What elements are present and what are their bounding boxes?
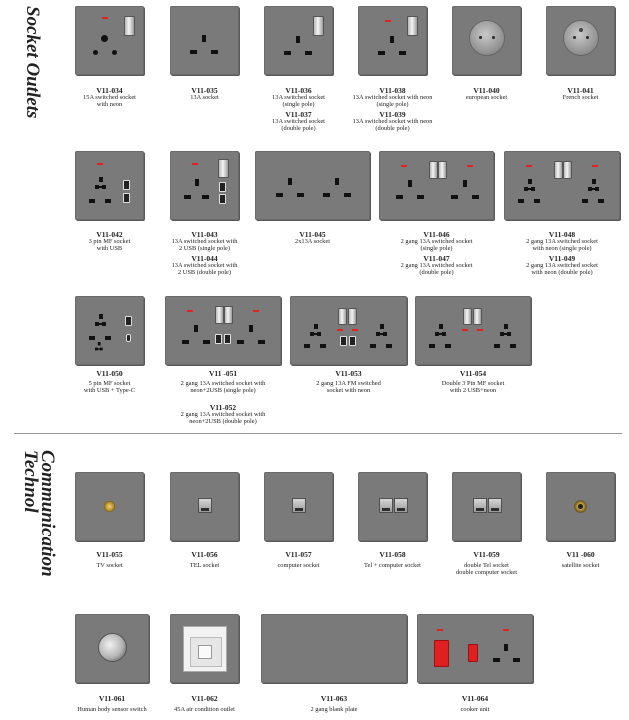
socket-pin-icon	[408, 180, 412, 187]
usb-port-icon	[123, 193, 130, 203]
socket-pin-icon	[494, 344, 500, 348]
tel-jack-icon	[379, 498, 393, 513]
product-plate-v055	[75, 472, 144, 541]
socket-pin-icon	[258, 340, 265, 344]
product-description: satellite socket	[561, 562, 600, 569]
multi-function-socket-icon	[95, 342, 103, 352]
product-description: 2 gang 13A switched socket with neon (double pole)	[526, 262, 598, 277]
socket-pin-icon	[399, 51, 406, 55]
french-socket-icon	[563, 20, 599, 56]
socket-pin-icon	[335, 178, 339, 185]
socket-pin-icon	[493, 658, 500, 662]
usb-port-icon	[219, 194, 226, 204]
neon-indicator-icon	[526, 165, 532, 167]
product-description: 3 pin MF socket with USB	[88, 238, 131, 253]
usb-port-icon	[215, 334, 222, 344]
product-code: V11-041	[567, 86, 594, 95]
product-description: 2 gang 13A switched socket (single pole)	[400, 238, 473, 253]
usb-port-icon	[125, 316, 132, 326]
product-description: 15A switched socket with neon	[83, 94, 136, 109]
usb-port-icon	[224, 334, 231, 344]
product-code: V11-056	[191, 550, 218, 559]
socket-pin-icon	[598, 199, 604, 203]
product-plate-v062	[170, 614, 239, 683]
socket-pin-icon	[390, 36, 394, 43]
product-plate-v060	[546, 472, 615, 541]
socket-pin-icon	[429, 344, 435, 348]
socket-pin-icon	[284, 51, 291, 55]
product-plate-v061	[75, 614, 149, 683]
multi-function-socket-icon	[376, 324, 387, 338]
rocker-switch-icon	[554, 161, 563, 179]
european-socket-icon	[469, 20, 505, 56]
product-description: 13A switched socket (double pole)	[272, 118, 325, 133]
rocker-switch-icon	[473, 308, 482, 325]
motion-sensor-icon	[98, 633, 127, 662]
product-code: V11-038	[379, 86, 406, 95]
product-code: V11-047	[423, 254, 450, 263]
socket-pin-icon	[288, 178, 292, 185]
socket-pin-icon	[194, 325, 198, 332]
product-description: 13A switched socket with 2 USB (double pole)	[171, 262, 238, 277]
product-code: V11-044	[191, 254, 218, 263]
rocker-switch-icon	[429, 161, 438, 179]
socket-pin-icon	[105, 199, 111, 203]
product-description: 13A switched socket (single pole)	[272, 94, 325, 109]
socket-switch-icon	[468, 644, 478, 662]
socket-pin-icon	[510, 344, 516, 348]
socket-pin-icon	[463, 180, 467, 187]
product-code: V11-061	[98, 694, 126, 703]
product-description: French socket	[562, 94, 599, 101]
product-plate-v041	[546, 6, 615, 75]
product-code: V11-058	[379, 550, 406, 559]
product-code: V11-045	[299, 230, 326, 239]
product-plate-v064	[417, 614, 533, 683]
neon-indicator-icon	[462, 329, 468, 331]
socket-pin-icon	[323, 193, 330, 197]
product-code: V11-046	[423, 230, 450, 239]
product-plate-v051	[165, 296, 281, 365]
socket-pin-icon	[182, 340, 189, 344]
socket-pin-icon	[417, 195, 424, 199]
socket-pin-icon	[344, 193, 351, 197]
multi-function-socket-icon	[500, 324, 511, 338]
multi-function-socket-icon	[95, 177, 106, 191]
neon-indicator-icon	[401, 165, 407, 167]
socket-pin-icon	[582, 199, 588, 203]
socket-pin-icon	[370, 344, 376, 348]
rocker-switch-icon	[224, 306, 233, 324]
product-description: 2 gang blank plate	[310, 706, 358, 713]
product-code: V11-042	[96, 230, 123, 239]
socket-pin-icon	[518, 199, 524, 203]
socket-pin-icon	[249, 325, 253, 332]
socket-pin-icon	[534, 199, 540, 203]
product-description: TEL socket	[189, 562, 220, 569]
product-code: V11-039	[379, 110, 406, 119]
product-code: V11-048	[548, 230, 576, 239]
product-description: 13A socket	[190, 94, 219, 101]
product-code: V11-062	[191, 694, 218, 703]
product-plate-v057	[264, 472, 333, 541]
rocker-switch-icon	[438, 161, 447, 179]
socket-pin-icon	[276, 193, 283, 197]
socket-pin-icon	[202, 195, 209, 199]
product-description: 13A switched socket with 2 USB (single pole)	[171, 238, 238, 253]
rocker-switch-icon	[218, 159, 229, 178]
product-plate-v053	[290, 296, 407, 365]
product-plate-v042	[75, 151, 144, 220]
product-description: computer socket	[277, 562, 320, 569]
socket-pin-icon	[297, 193, 304, 197]
product-plate-v054	[415, 296, 531, 365]
socket-pin-icon	[89, 336, 95, 340]
product-description: cooker unit	[460, 706, 490, 713]
product-plate-v048	[504, 151, 620, 220]
product-description: 45A air condition outlet	[174, 706, 235, 713]
product-description: 5 pin MF socket with USB + Type-C	[83, 380, 136, 395]
multi-function-socket-icon	[588, 179, 599, 193]
socket-pin-icon	[305, 51, 312, 55]
socket-pin-icon	[296, 36, 300, 43]
product-plate-v045	[255, 151, 370, 220]
product-description: TV socket	[96, 562, 123, 569]
cooker-switch-icon	[434, 640, 449, 667]
socket-pin-icon	[202, 35, 206, 42]
product-plate-v036	[264, 6, 333, 75]
product-code: V11-049	[548, 254, 576, 263]
socket-pin-icon	[237, 340, 244, 344]
product-code: V11-040	[473, 86, 500, 95]
product-plate-v035	[170, 6, 239, 75]
rocker-switch-icon	[407, 16, 418, 36]
product-plate-v059	[452, 472, 521, 541]
product-plate-v063	[261, 614, 407, 683]
rocker-switch-icon	[338, 308, 347, 325]
rocker-switch-icon	[348, 308, 357, 325]
product-code: V11-053	[335, 369, 362, 378]
neon-indicator-icon	[592, 165, 598, 167]
product-code: V11 -060	[566, 550, 595, 559]
neon-indicator-icon	[253, 310, 259, 312]
product-code: V11-063	[320, 694, 348, 703]
section-divider	[14, 433, 622, 434]
network-jack-icon	[394, 498, 408, 513]
rocker-switch-icon	[215, 306, 224, 324]
multi-function-socket-icon	[435, 324, 446, 338]
socket-pin-icon	[203, 340, 210, 344]
product-code: V11-050	[96, 369, 123, 378]
rocker-switch-icon	[313, 16, 324, 36]
socket-pin-icon	[112, 50, 117, 55]
product-description: 13A switched socket with neon (single pole)	[352, 94, 433, 109]
product-code: V11-043	[191, 230, 218, 239]
socket-pin-icon	[378, 51, 385, 55]
socket-pin-icon	[513, 658, 520, 662]
product-description: european socket	[465, 94, 508, 101]
product-code: V11-035	[191, 86, 218, 95]
product-description: Human body sensor switch	[77, 706, 147, 713]
product-code: V11-052	[209, 403, 237, 412]
socket-pin-icon	[101, 35, 108, 42]
network-jack-icon	[292, 498, 306, 513]
product-plate-v046	[379, 151, 494, 220]
product-plate-v050	[75, 296, 144, 365]
product-description: Tel + computer socket	[364, 562, 421, 569]
socket-pin-icon	[105, 336, 111, 340]
product-description: 2 gang 13A FM switched socket with neon	[316, 380, 381, 395]
product-code: V11-054	[459, 369, 487, 378]
neon-indicator-icon	[477, 329, 483, 331]
socket-pin-icon	[396, 195, 403, 199]
product-plate-v058	[358, 472, 427, 541]
product-description: 2 gang 13A switched socket (double pole)	[400, 262, 473, 277]
product-description: Double 3 Pin MF socket with 2 USB+neon	[441, 380, 505, 395]
product-description: 2 gang 13A switched socket with neon+2USB (single pole)	[180, 380, 266, 395]
product-code: V11-055	[96, 550, 123, 559]
socket-pin-icon	[211, 50, 218, 54]
neon-indicator-icon	[437, 629, 443, 631]
socket-pin-icon	[195, 179, 199, 186]
usb-port-icon	[123, 180, 130, 190]
neon-indicator-icon	[102, 17, 108, 19]
satellite-f-connector-icon	[574, 500, 587, 513]
network-jack-icon	[488, 498, 502, 513]
socket-pin-icon	[445, 344, 451, 348]
multi-function-socket-icon	[524, 179, 535, 193]
usb-port-icon	[219, 182, 226, 192]
multi-function-socket-icon	[310, 324, 321, 338]
socket-pin-icon	[184, 195, 191, 199]
neon-indicator-icon	[337, 329, 343, 331]
product-code: V11-036	[285, 86, 312, 95]
rocker-switch-icon	[463, 308, 472, 325]
rocker-switch-icon	[563, 161, 572, 179]
section-title-socket-outlets: Socket Outlets	[22, 6, 43, 119]
product-plate-v056	[170, 472, 239, 541]
neon-indicator-icon	[187, 310, 193, 312]
neon-indicator-icon	[385, 20, 391, 22]
product-plate-v038	[358, 6, 427, 75]
tel-jack-icon	[198, 498, 212, 513]
product-code: V11-064	[461, 694, 489, 703]
neon-indicator-icon	[503, 629, 509, 631]
product-code: V11 -051	[208, 369, 238, 378]
usb-port-icon	[349, 336, 356, 346]
type-c-port-icon	[126, 334, 131, 342]
tv-coax-icon	[104, 501, 115, 512]
neon-indicator-icon	[192, 163, 198, 165]
product-description: 2 gang 13A switched socket with neon+2USB (double pole)	[180, 411, 266, 426]
socket-pin-icon	[451, 195, 458, 199]
product-code: V11-057	[285, 550, 312, 559]
neon-indicator-icon	[97, 163, 103, 165]
socket-pin-icon	[89, 199, 95, 203]
product-plate-v034	[75, 6, 144, 75]
product-description: 2 gang 13A switched socket with neon (single pole)	[526, 238, 598, 253]
product-plate-v043	[170, 151, 239, 220]
rocker-switch-icon	[124, 16, 135, 36]
product-code: V11-037	[285, 110, 312, 119]
product-code: V11-059	[473, 550, 500, 559]
socket-pin-icon	[386, 344, 392, 348]
socket-pin-icon	[190, 50, 197, 54]
usb-port-icon	[340, 336, 347, 346]
product-description: 13A switched socket with neon (double pole)	[352, 118, 433, 133]
socket-pin-icon	[320, 344, 326, 348]
socket-pin-icon	[93, 50, 98, 55]
product-plate-v040	[452, 6, 521, 75]
neon-indicator-icon	[352, 329, 358, 331]
product-description: 2x13A socket	[295, 238, 330, 245]
tel-jack-icon	[473, 498, 487, 513]
socket-pin-icon	[472, 195, 479, 199]
socket-pin-icon	[304, 344, 310, 348]
product-description: double Tel socket double computer socket	[455, 562, 518, 577]
section-title-communication: Communication Technol	[20, 450, 58, 577]
air-condition-outlet-icon	[183, 626, 227, 672]
neon-indicator-icon	[467, 165, 473, 167]
product-code: V11-034	[96, 86, 123, 95]
multi-function-socket-icon	[95, 314, 106, 328]
socket-pin-icon	[504, 644, 508, 651]
